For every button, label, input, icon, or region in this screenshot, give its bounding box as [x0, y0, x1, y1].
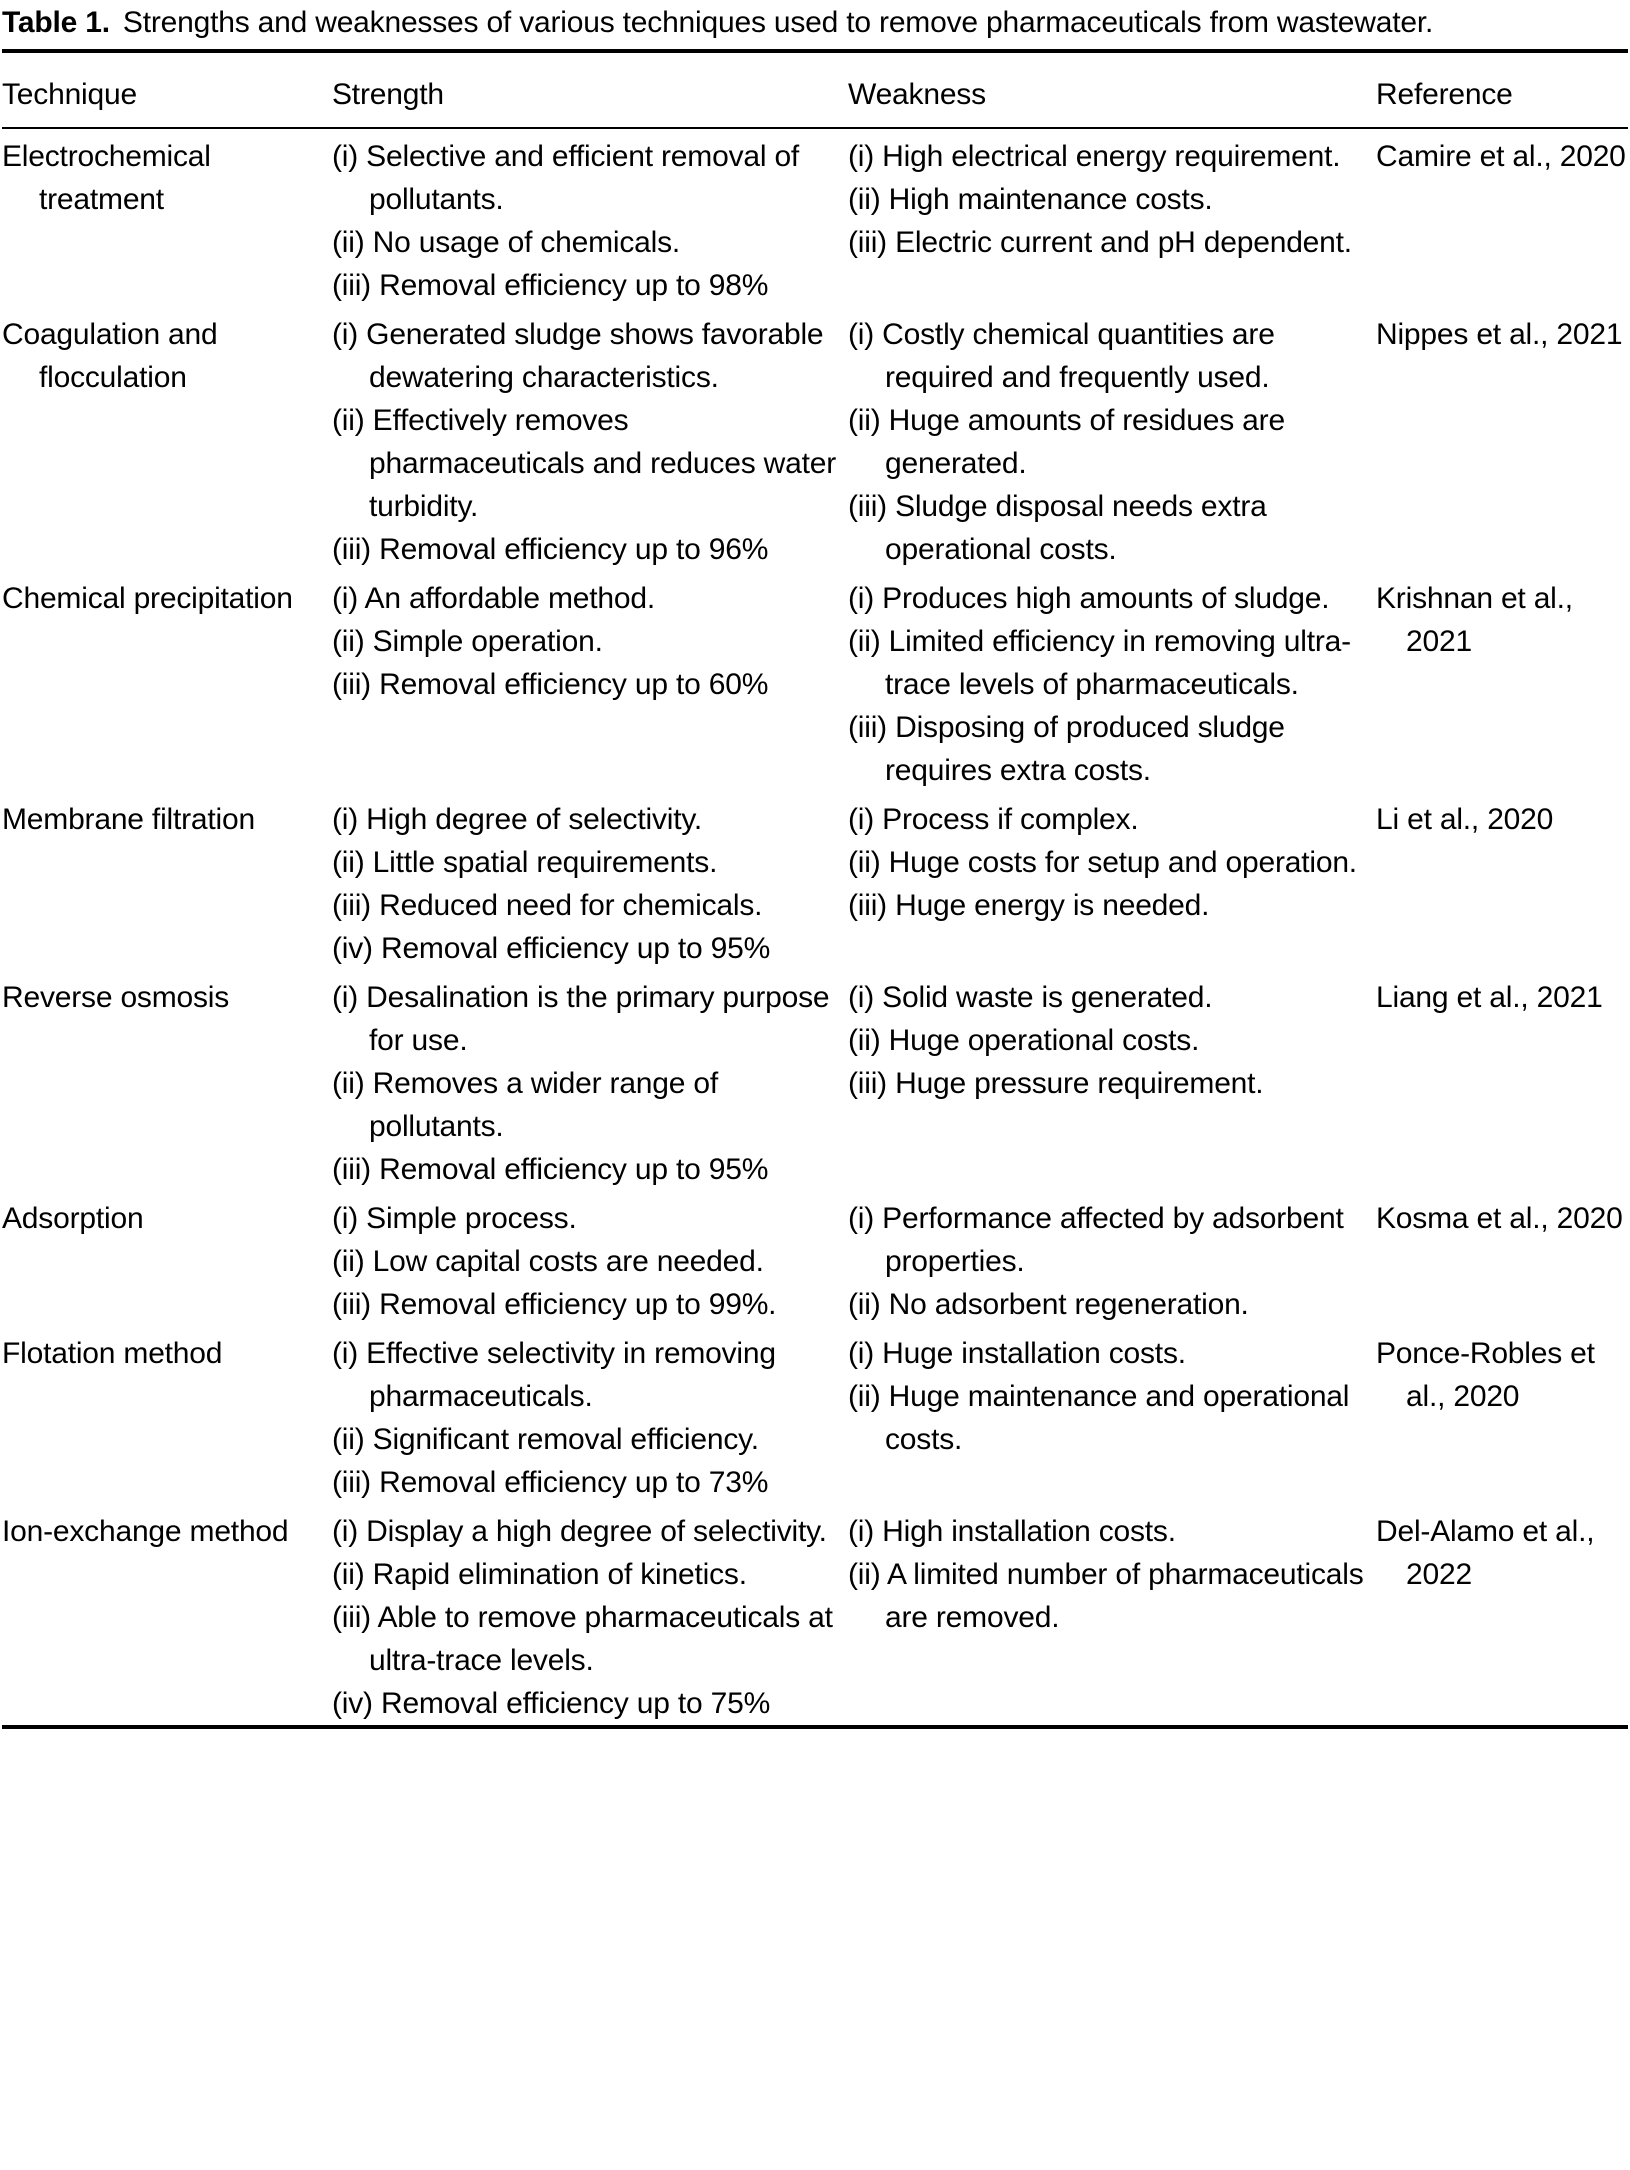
technique-name: Ion-exchange method	[2, 1515, 289, 1548]
weakness-item: (iii) Sludge disposal needs extra operational costs.	[848, 490, 1267, 566]
strength-item: (iii) Able to remove pharmaceuticals at ultra-trace levels.	[332, 1601, 833, 1677]
technique-cell	[2, 1504, 332, 1727]
weakness-item: (i) Solid waste is generated.	[848, 981, 1213, 1014]
weakness-item: (iii) Disposing of produced sludge requires extra costs.	[848, 711, 1285, 787]
weakness-item: (ii) High maintenance costs.	[848, 183, 1213, 216]
weakness-cell	[848, 307, 1376, 571]
technique-name: Electrochemical treatment	[2, 140, 211, 216]
reference-text: Krishnan et al., 2021	[1376, 582, 1573, 658]
strength-item: (i) Selective and efficient removal of pollutants.	[332, 140, 800, 216]
table-row	[2, 1504, 1628, 1727]
strength-cell	[332, 1326, 848, 1504]
strength-item: (iv) Removal efficiency up to 75%	[332, 1687, 771, 1720]
weakness-cell	[848, 970, 1376, 1191]
weakness-item: (ii) Huge costs for setup and operation.	[848, 846, 1357, 879]
technique-name: Coagulation and flocculation	[2, 318, 218, 394]
reference-cell	[1376, 970, 1628, 1191]
strength-item: (i) Display a high degree of selectivity.	[332, 1515, 827, 1548]
table-row	[2, 1326, 1628, 1504]
weakness-item: (i) High electrical energy requirement.	[848, 140, 1341, 173]
weakness-item: (iii) Huge energy is needed.	[848, 889, 1210, 922]
weakness-item: (i) Costly chemical quantities are required and frequently used.	[848, 318, 1275, 394]
weakness-item: (i) Produces high amounts of sludge.	[848, 582, 1330, 615]
strength-cell	[332, 307, 848, 571]
table-row	[2, 1191, 1628, 1326]
weakness-item: (i) Performance affected by adsorbent properties.	[848, 1202, 1344, 1278]
weakness-cell	[848, 1504, 1376, 1727]
strength-cell	[332, 128, 848, 307]
technique-name: Adsorption	[2, 1202, 144, 1235]
table-row	[2, 792, 1628, 970]
weakness-cell	[848, 792, 1376, 970]
reference-cell	[1376, 307, 1628, 571]
strength-item: (iii) Removal efficiency up to 60%	[332, 668, 769, 701]
strength-item: (iii) Removal efficiency up to 95%	[332, 1153, 769, 1186]
strength-item: (iii) Removal efficiency up to 98%	[332, 269, 769, 302]
strength-item: (ii) Little spatial requirements.	[332, 846, 718, 879]
technique-name: Chemical precipitation	[2, 582, 293, 615]
strength-item: (i) An affordable method.	[332, 582, 655, 615]
weakness-item: (ii) Limited efficiency in removing ultra-trace levels of pharmaceuticals.	[848, 625, 1351, 701]
technique-name: Reverse osmosis	[2, 981, 230, 1014]
table-caption-text: Strengths and weaknesses of various techniques used to remove pharmaceuticals from wastewater.	[122, 6, 1434, 39]
reference-cell	[1376, 792, 1628, 970]
strength-item: (iii) Removal efficiency up to 73%	[332, 1466, 769, 1499]
weakness-cell	[848, 128, 1376, 307]
technique-cell	[2, 1326, 332, 1504]
reference-text: Camire et al., 2020	[1376, 140, 1626, 173]
reference-cell	[1376, 1504, 1628, 1727]
column-header-technique: Technique	[2, 51, 332, 128]
reference-text: Kosma et al., 2020	[1376, 1202, 1623, 1235]
weakness-item: (ii) No adsorbent regeneration.	[848, 1288, 1249, 1321]
strength-cell	[332, 1191, 848, 1326]
table-caption-label: Table 1.	[2, 6, 110, 39]
weakness-cell	[848, 571, 1376, 792]
strength-item: (iii) Reduced need for chemicals.	[332, 889, 763, 922]
table-row	[2, 571, 1628, 792]
strength-item: (ii) Simple operation.	[332, 625, 603, 658]
technique-cell	[2, 970, 332, 1191]
strength-item: (ii) Rapid elimination of kinetics.	[332, 1558, 747, 1591]
weakness-item: (ii) A limited number of pharmaceuticals are removed.	[848, 1558, 1364, 1634]
reference-text: Ponce-Robles et al., 2020	[1376, 1337, 1595, 1413]
weakness-item: (ii) Huge operational costs.	[848, 1024, 1200, 1057]
table-header	[2, 51, 1628, 128]
reference-cell	[1376, 128, 1628, 307]
technique-cell	[2, 1191, 332, 1326]
strength-item: (i) Effective selectivity in removing pharmaceuticals.	[332, 1337, 776, 1413]
strength-item: (i) Simple process.	[332, 1202, 577, 1235]
strength-item: (ii) Significant removal efficiency.	[332, 1423, 759, 1456]
table-caption	[2, 4, 1630, 41]
reference-text: Del-Alamo et al., 2022	[1376, 1515, 1595, 1591]
strength-item: (ii) No usage of chemicals.	[332, 226, 681, 259]
strength-cell	[332, 792, 848, 970]
strength-item: (iv) Removal efficiency up to 95%	[332, 932, 771, 965]
strength-cell	[332, 1504, 848, 1727]
weakness-cell	[848, 1191, 1376, 1326]
reference-text: Nippes et al., 2021	[1376, 318, 1623, 351]
table-row	[2, 128, 1628, 307]
reference-cell	[1376, 1191, 1628, 1326]
table-row	[2, 970, 1628, 1191]
column-header-weakness: Weakness	[848, 51, 1376, 128]
strength-item: (ii) Removes a wider range of pollutants.	[332, 1067, 719, 1143]
reference-cell	[1376, 1326, 1628, 1504]
strength-cell	[332, 571, 848, 792]
weakness-item: (i) Process if complex.	[848, 803, 1139, 836]
strength-item: (i) Desalination is the primary purpose for use.	[332, 981, 830, 1057]
techniques-table	[2, 49, 1628, 1729]
table-header-row	[2, 51, 1628, 128]
column-header-reference: Reference	[1376, 51, 1628, 128]
reference-text: Li et al., 2020	[1376, 803, 1554, 836]
technique-cell	[2, 571, 332, 792]
weakness-item: (iii) Electric current and pH dependent.	[848, 226, 1352, 259]
strength-item: (i) High degree of selectivity.	[332, 803, 703, 836]
reference-text: Liang et al., 2021	[1376, 981, 1603, 1014]
technique-cell	[2, 307, 332, 571]
weakness-item: (ii) Huge maintenance and operational costs.	[848, 1380, 1350, 1456]
weakness-item: (ii) Huge amounts of residues are generated.	[848, 404, 1285, 480]
strength-item: (iii) Removal efficiency up to 96%	[332, 533, 769, 566]
table-body	[2, 128, 1628, 1727]
weakness-item: (i) High installation costs.	[848, 1515, 1176, 1548]
technique-name: Membrane filtration	[2, 803, 255, 836]
strength-item: (i) Generated sludge shows favorable dewatering characteristics.	[332, 318, 824, 394]
column-header-strength: Strength	[332, 51, 848, 128]
table-row	[2, 307, 1628, 571]
weakness-item: (iii) Huge pressure requirement.	[848, 1067, 1264, 1100]
reference-cell	[1376, 571, 1628, 792]
strength-item: (ii) Low capital costs are needed.	[332, 1245, 764, 1278]
technique-cell	[2, 128, 332, 307]
strength-item: (iii) Removal efficiency up to 99%.	[332, 1288, 777, 1321]
technique-cell	[2, 792, 332, 970]
strength-cell	[332, 970, 848, 1191]
weakness-cell	[848, 1326, 1376, 1504]
weakness-item: (i) Huge installation costs.	[848, 1337, 1186, 1370]
technique-name: Flotation method	[2, 1337, 223, 1370]
strength-item: (ii) Effectively removes pharmaceuticals and reduces water turbidity.	[332, 404, 836, 523]
